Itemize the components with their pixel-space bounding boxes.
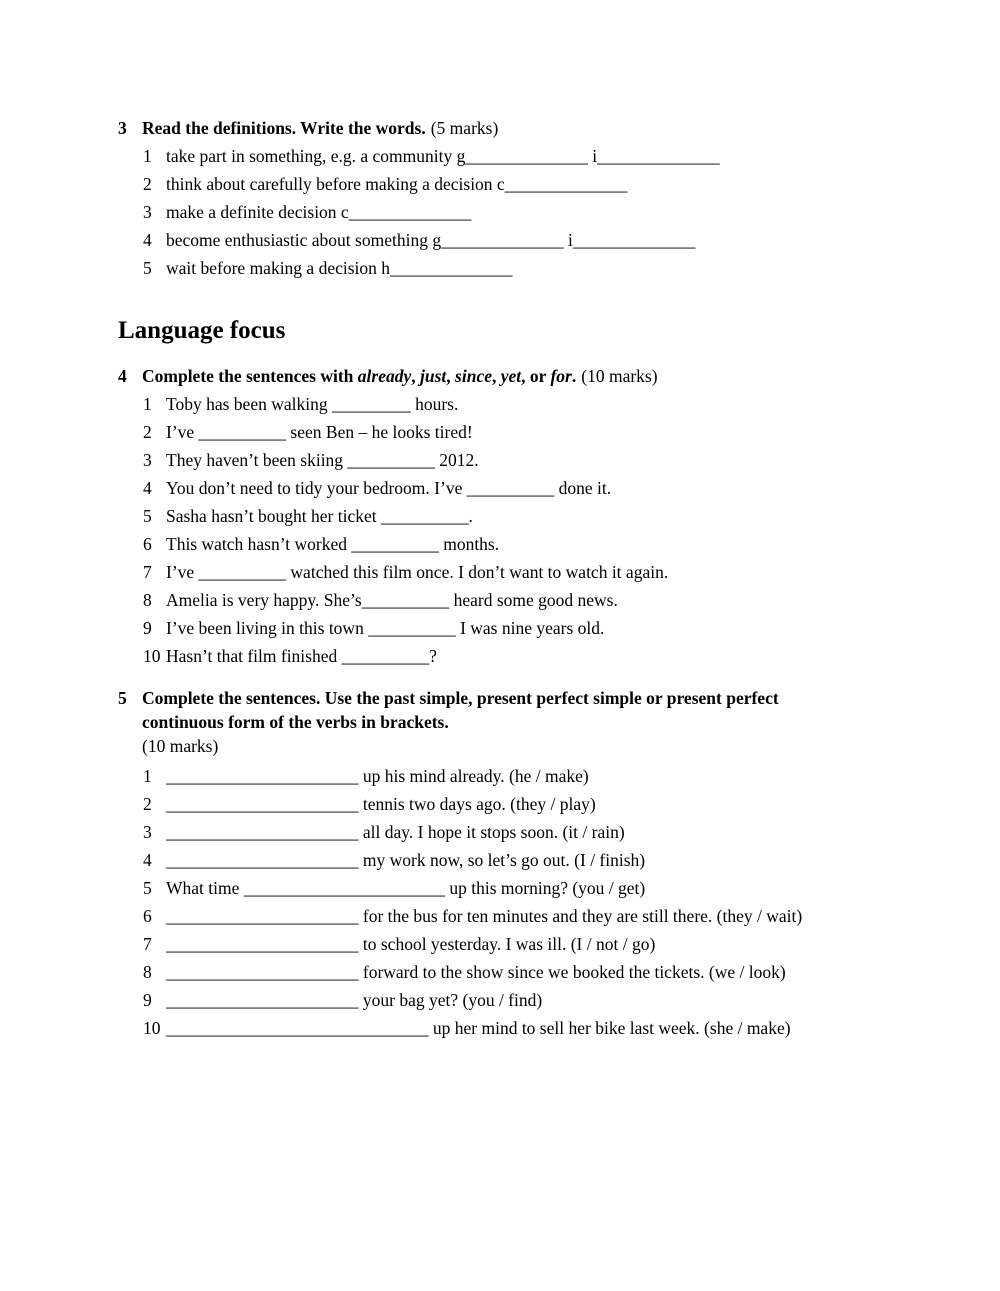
instruction-line: Complete the sentences. Use the past simple, present perfect simple or present perfect <box>142 688 779 708</box>
question-number: 1 <box>143 766 152 786</box>
question-number: 10 <box>143 646 161 666</box>
exercise-instruction <box>142 686 779 758</box>
question-row <box>143 930 976 958</box>
question-number: 5 <box>143 506 152 526</box>
question-text: ______________________________ up her mind to sell her bike last week. (she / make) <box>166 1018 791 1038</box>
question-number: 6 <box>143 534 152 554</box>
exercise-number: 3 <box>118 118 127 138</box>
question-number: 9 <box>143 618 152 638</box>
question-text: I’ve been living in this town __________ I was nine years old. <box>166 618 605 638</box>
instruction-line: continuous form of the verbs in brackets. <box>142 712 449 732</box>
section-heading: Language focus <box>118 317 286 344</box>
marks-label: (10 marks) <box>581 366 658 386</box>
question-row <box>143 530 976 558</box>
question-text: I’ve __________ seen Ben – he looks tired! <box>166 422 473 442</box>
question-text: Sasha hasn’t bought her ticket __________. <box>166 506 473 526</box>
question-number: 4 <box>143 230 152 250</box>
question-text: ______________________ forward to the show since we booked the tickets. (we / look) <box>166 962 786 982</box>
question-text: They haven’t been skiing __________ 2012. <box>166 450 479 470</box>
question-number: 4 <box>143 478 152 498</box>
question-text: ______________________ all day. I hope it stops soon. (it / rain) <box>166 822 625 842</box>
question-text: What time _______________________ up this morning? (you / get) <box>166 878 646 898</box>
instruction-part: , <box>492 366 501 386</box>
exercise-4-items <box>118 390 976 670</box>
exercise-instruction: Read the definitions. Write the words. <box>142 118 426 138</box>
question-number: 9 <box>143 990 152 1010</box>
question-row <box>143 1014 976 1042</box>
question-number: 3 <box>143 822 152 842</box>
instruction-part: , <box>446 366 456 386</box>
question-text: ______________________ my work now, so let’s go out. (I / finish) <box>166 850 646 870</box>
question-row <box>143 902 976 930</box>
question-number: 3 <box>143 450 152 470</box>
exercise-4-section <box>118 362 976 670</box>
question-number: 10 <box>143 1018 161 1038</box>
question-number: 8 <box>143 962 152 982</box>
question-number: 2 <box>143 422 152 442</box>
question-row <box>143 818 976 846</box>
question-number: 1 <box>143 394 152 414</box>
question-text: ______________________ to school yesterday. I was ill. (I / not / go) <box>166 934 656 954</box>
question-number: 5 <box>143 878 152 898</box>
question-number: 5 <box>143 258 152 278</box>
question-text: ______________________ for the bus for ten minutes and they are still there. (they / wait) <box>166 906 803 926</box>
question-text: ______________________ tennis two days ago. (they / play) <box>166 794 596 814</box>
question-row <box>143 142 976 170</box>
question-text: You don’t need to tidy your bedroom. I’ve __________ done it. <box>166 478 612 498</box>
question-number: 3 <box>143 202 152 222</box>
exercise-3-section <box>118 114 976 282</box>
instruction-part: , or <box>521 366 551 386</box>
exercise-5-section <box>118 686 976 1042</box>
question-number: 2 <box>143 794 152 814</box>
question-number: 6 <box>143 906 152 926</box>
question-row <box>143 558 976 586</box>
question-text: wait before making a decision h______________ <box>166 258 513 278</box>
question-row <box>143 846 976 874</box>
instruction-part: Complete the sentences with <box>142 366 358 386</box>
question-row <box>143 390 976 418</box>
question-row <box>143 198 976 226</box>
exercise-number: 4 <box>118 366 127 386</box>
question-number: 8 <box>143 590 152 610</box>
exercise-3-header <box>118 114 976 142</box>
question-text: become enthusiastic about something g______________ i______________ <box>166 230 696 250</box>
question-row <box>143 762 976 790</box>
question-text: Amelia is very happy. She’s__________ heard some good news. <box>166 590 618 610</box>
question-number: 7 <box>143 934 152 954</box>
question-row <box>143 642 976 670</box>
question-row <box>143 790 976 818</box>
instruction-word-italic: just <box>420 366 447 386</box>
question-row <box>143 874 976 902</box>
question-number: 4 <box>143 850 152 870</box>
instruction-word-italic: for <box>550 366 572 386</box>
question-row <box>143 446 976 474</box>
question-text: This watch hasn’t worked __________ months. <box>166 534 500 554</box>
question-row <box>143 586 976 614</box>
question-text: think about carefully before making a decision c______________ <box>166 174 628 194</box>
question-row <box>143 418 976 446</box>
question-text: Toby has been walking _________ hours. <box>166 394 459 414</box>
question-row <box>143 958 976 986</box>
question-text: I’ve __________ watched this film once. I don’t want to watch it again. <box>166 562 669 582</box>
question-row <box>143 226 976 254</box>
exercise-4-header <box>118 362 976 390</box>
exercise-5-header <box>118 686 976 758</box>
question-text: make a definite decision c______________ <box>166 202 472 222</box>
exercise-3-items <box>118 142 976 282</box>
question-number: 7 <box>143 562 152 582</box>
exercise-number: 5 <box>118 688 127 708</box>
marks-label: (10 marks) <box>142 736 219 756</box>
question-row <box>143 474 976 502</box>
instruction-word-italic: yet <box>500 366 522 386</box>
question-row <box>143 502 976 530</box>
question-row <box>143 614 976 642</box>
question-text: ______________________ up his mind already. (he / make) <box>166 766 589 786</box>
marks-label: (5 marks) <box>430 118 499 138</box>
question-number: 2 <box>143 174 152 194</box>
instruction-word-italic: already <box>357 366 412 386</box>
question-text: ______________________ your bag yet? (you / find) <box>166 990 543 1010</box>
exercise-5-items <box>118 762 976 1042</box>
question-row <box>143 170 976 198</box>
instruction-word-italic: since <box>455 366 492 386</box>
question-row <box>143 254 976 282</box>
instruction-part: , <box>411 366 421 386</box>
question-number: 1 <box>143 146 152 166</box>
instruction-part: . <box>571 366 577 386</box>
question-row <box>143 986 976 1014</box>
question-text: take part in something, e.g. a community g______________ i______________ <box>166 146 720 166</box>
question-text: Hasn’t that film finished __________? <box>166 646 437 666</box>
